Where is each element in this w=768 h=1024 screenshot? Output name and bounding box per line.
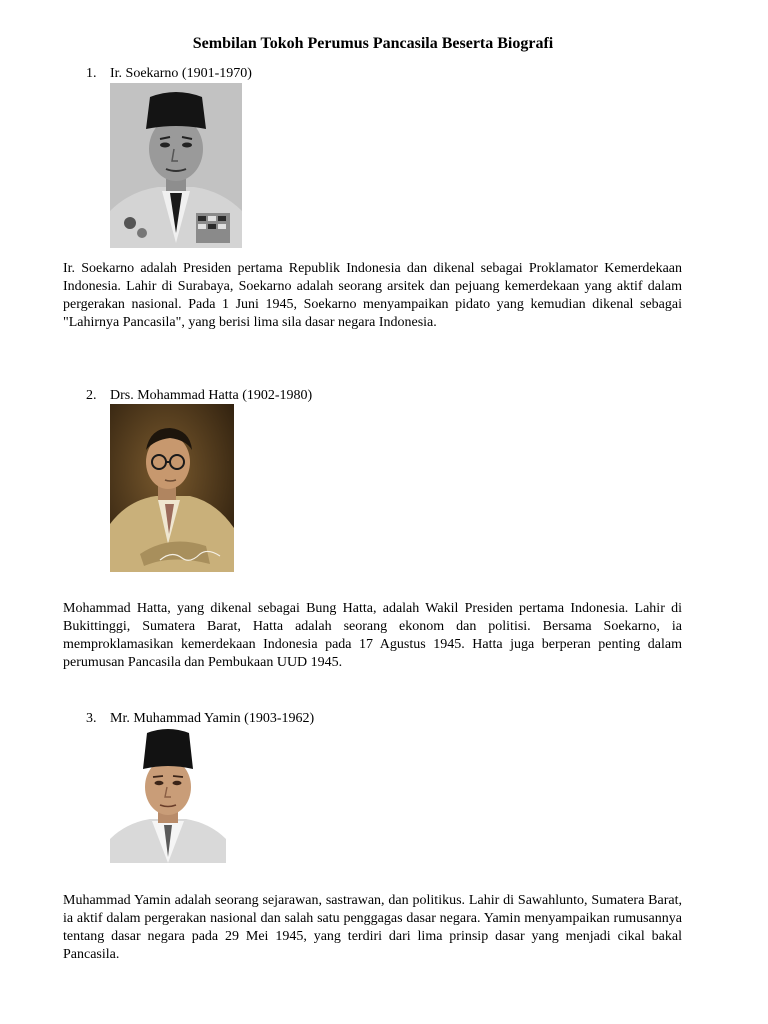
entry-heading-hatta	[86, 387, 312, 405]
entry-heading-soekarno	[86, 65, 252, 83]
entry-name: Ir. Soekarno (1901-1970)	[110, 66, 252, 81]
portrait-hatta-image	[110, 404, 234, 572]
portrait-soekarno-image	[110, 83, 242, 248]
bio-hatta: Mohammad Hatta, yang dikenal sebagai Bung Hatta, adalah Wakil Presiden pertama Indonesia. Lahir di Bukittinggi, Sumatera Barat, Hatta adalah seorang ekonom dan politisi. Bersama Soekarno, ia memproklamasikan kemerdekaan Indonesia pada 17 Agustus 1945. Hatta juga berperan penting dalam perumusan Pancasila dan Pembukaan UUD 1945.	[63, 601, 682, 670]
entry-heading-yamin	[86, 710, 314, 728]
bio-yamin: Muhammad Yamin adalah seorang sejarawan, sastrawan, dan politikus. Lahir di Sawahlunto, Sumatera Barat, ia aktif dalam pergerakan nasional dan salah satu penggagas dasar negara. Yamin menyampaikan rumusannya tentang dasar negara pada 29 Mei 1945, yang terdiri dari lima prinsip dasar yang menjadi cikal bakal Pancasila.	[63, 893, 682, 962]
portrait-yamin-image	[110, 727, 226, 863]
entry-number: 3.	[86, 711, 97, 726]
entry-number: 1.	[86, 66, 97, 81]
entry-number: 2.	[86, 388, 97, 403]
document-title: Sembilan Tokoh Perumus Pancasila Beserta Biografi	[192, 35, 554, 52]
entry-name: Drs. Mohammad Hatta (1902-1980)	[110, 388, 313, 403]
bio-soekarno: Ir. Soekarno adalah Presiden pertama Republik Indonesia dan dikenal sebagai Proklamator Kemerdekaan Indonesia. Lahir di Surabaya, Soekarno adalah seorang arsitek dan pejuang kemerdekaan yang aktif dalam pergerakan nasional. Pada 1 Juni 1945, Soekarno menyampaikan pidato yang kemudian dikenal sebagai "Lahirnya Pancasila", yang berisi lima sila dasar negara Indonesia.	[63, 261, 682, 330]
entry-name: Mr. Muhammad Yamin (1903-1962)	[110, 711, 315, 726]
